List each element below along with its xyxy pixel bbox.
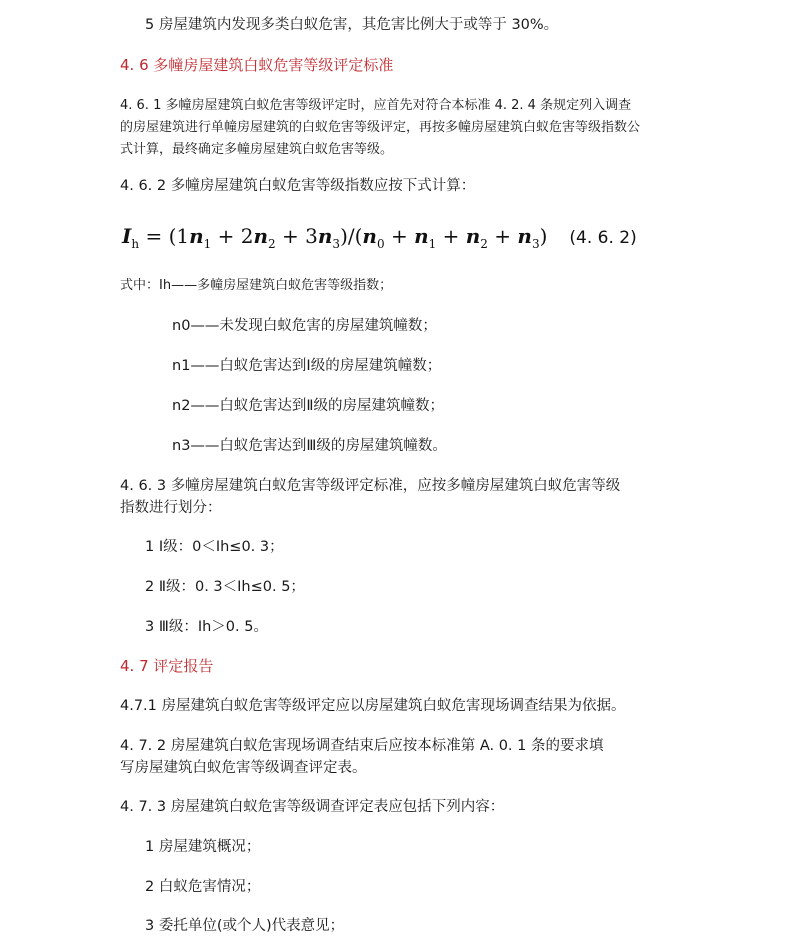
formula-legend-n3: n3——白蚁危害达到Ⅲ级的房屋建筑幢数。	[172, 438, 447, 454]
section-heading-4-7: 4. 7 评定报告	[120, 657, 214, 675]
formula-legend-n0: n0——未发现白蚁危害的房屋建筑幢数；	[172, 318, 437, 334]
formula-d-plus-1: +	[384, 224, 415, 248]
formula-lhs-sub: h	[131, 237, 140, 251]
formula-n1: n	[189, 224, 204, 248]
formula-d-n2: n	[465, 224, 481, 248]
clause-4-7-2-line-1: 4. 7. 2 房屋建筑白蚁危害现场调查结束后应按本标准第 A. 0. 1 条的要求填	[120, 738, 604, 754]
formula-d-n2-sub: 2	[480, 237, 488, 251]
formula-n2-sub: 2	[268, 237, 276, 251]
formula-n1-sub: 1	[203, 237, 212, 251]
formula-mid: )/(	[340, 224, 363, 248]
clause-4-6-1-line-2: 的房屋建筑进行单幢房屋建筑的白蚁危害等级评定，再按多幢房屋建筑白蚁危害等级指数公	[120, 120, 641, 135]
formula-d-n1-sub: 1	[428, 237, 437, 251]
formula-d-n3: n	[517, 224, 532, 248]
clause-4-6-1-line-1: 4. 6. 1 多幢房屋建筑白蚁危害等级评定时，应首先对符合本标准 4. 2. 4 条规定列入调查	[120, 98, 632, 113]
clause-4-6-3-line-1: 4. 6. 3 多幢房屋建筑白蚁危害等级评定标准，应按多幢房屋建筑白蚁危害等级	[120, 478, 621, 494]
formula-number: (4. 6. 2)	[569, 228, 637, 248]
clause-4-6-2: 4. 6. 2 多幢房屋建筑白蚁危害等级指数应按下式计算：	[120, 178, 476, 194]
formula-d-n1: n	[414, 224, 429, 248]
content-item-3: 3 委托单位(或个人)代表意见；	[145, 918, 345, 934]
formula-legend-ih: 式中：Ih——多幢房屋建筑白蚁危害等级指数；	[120, 278, 393, 293]
formula-d-n3-sub: 3	[531, 237, 540, 251]
clause-4-6-3-line-2: 指数进行划分：	[120, 500, 222, 516]
clause-4-7-2-line-2: 写房屋建筑白蚁危害等级调查评定表。	[120, 760, 367, 776]
clause-4-6-1-line-3: 式计算，最终确定多幢房屋建筑白蚁危害等级。	[120, 142, 394, 157]
formula-open: = (1	[139, 224, 190, 248]
grade-1-item: 1 Ⅰ级：0＜Ih≤0. 3；	[145, 539, 284, 555]
formula-close: )	[539, 224, 548, 248]
formula-legend-n1: n1——白蚁危害达到Ⅰ级的房屋建筑幢数；	[172, 358, 442, 374]
formula-d-plus-3: +	[487, 224, 518, 248]
clause-item-5: 5 房屋建筑内发现多类白蚁危害，其危害比例大于或等于 30%。	[145, 17, 559, 33]
grade-2-item: 2 Ⅱ级：0. 3＜Ih≤0. 5；	[145, 579, 305, 595]
formula-d-plus-2: +	[436, 224, 466, 248]
formula-legend-n2: n2——白蚁危害达到Ⅱ级的房屋建筑幢数；	[172, 398, 445, 414]
content-item-1: 1 房屋建筑概况；	[145, 839, 261, 855]
grade-3-item: 3 Ⅲ级：Ih＞0. 5。	[145, 619, 268, 635]
formula-plus-2: + 2	[211, 224, 254, 248]
clause-4-7-3: 4. 7. 3 房屋建筑白蚁危害等级调查评定表应包括下列内容：	[120, 799, 505, 815]
formula-lhs: I	[122, 224, 132, 248]
clause-4-7-1: 4.7.1 房屋建筑白蚁危害等级评定应以房屋建筑白蚁危害现场调查结果为依据。	[120, 698, 626, 714]
formula-n3: n	[317, 224, 333, 248]
formula-plus-3: + 3	[275, 224, 318, 248]
formula-n3-sub: 3	[332, 237, 341, 251]
formula-n2: n	[253, 224, 269, 248]
content-item-2: 2 白蚁危害情况；	[145, 879, 261, 895]
formula-4-6-2	[122, 222, 637, 258]
formula-d-n0: n	[362, 224, 377, 248]
formula-d-n0-sub: 0	[376, 237, 385, 251]
section-heading-4-6: 4. 6 多幢房屋建筑白蚁危害等级评定标准	[120, 56, 394, 74]
